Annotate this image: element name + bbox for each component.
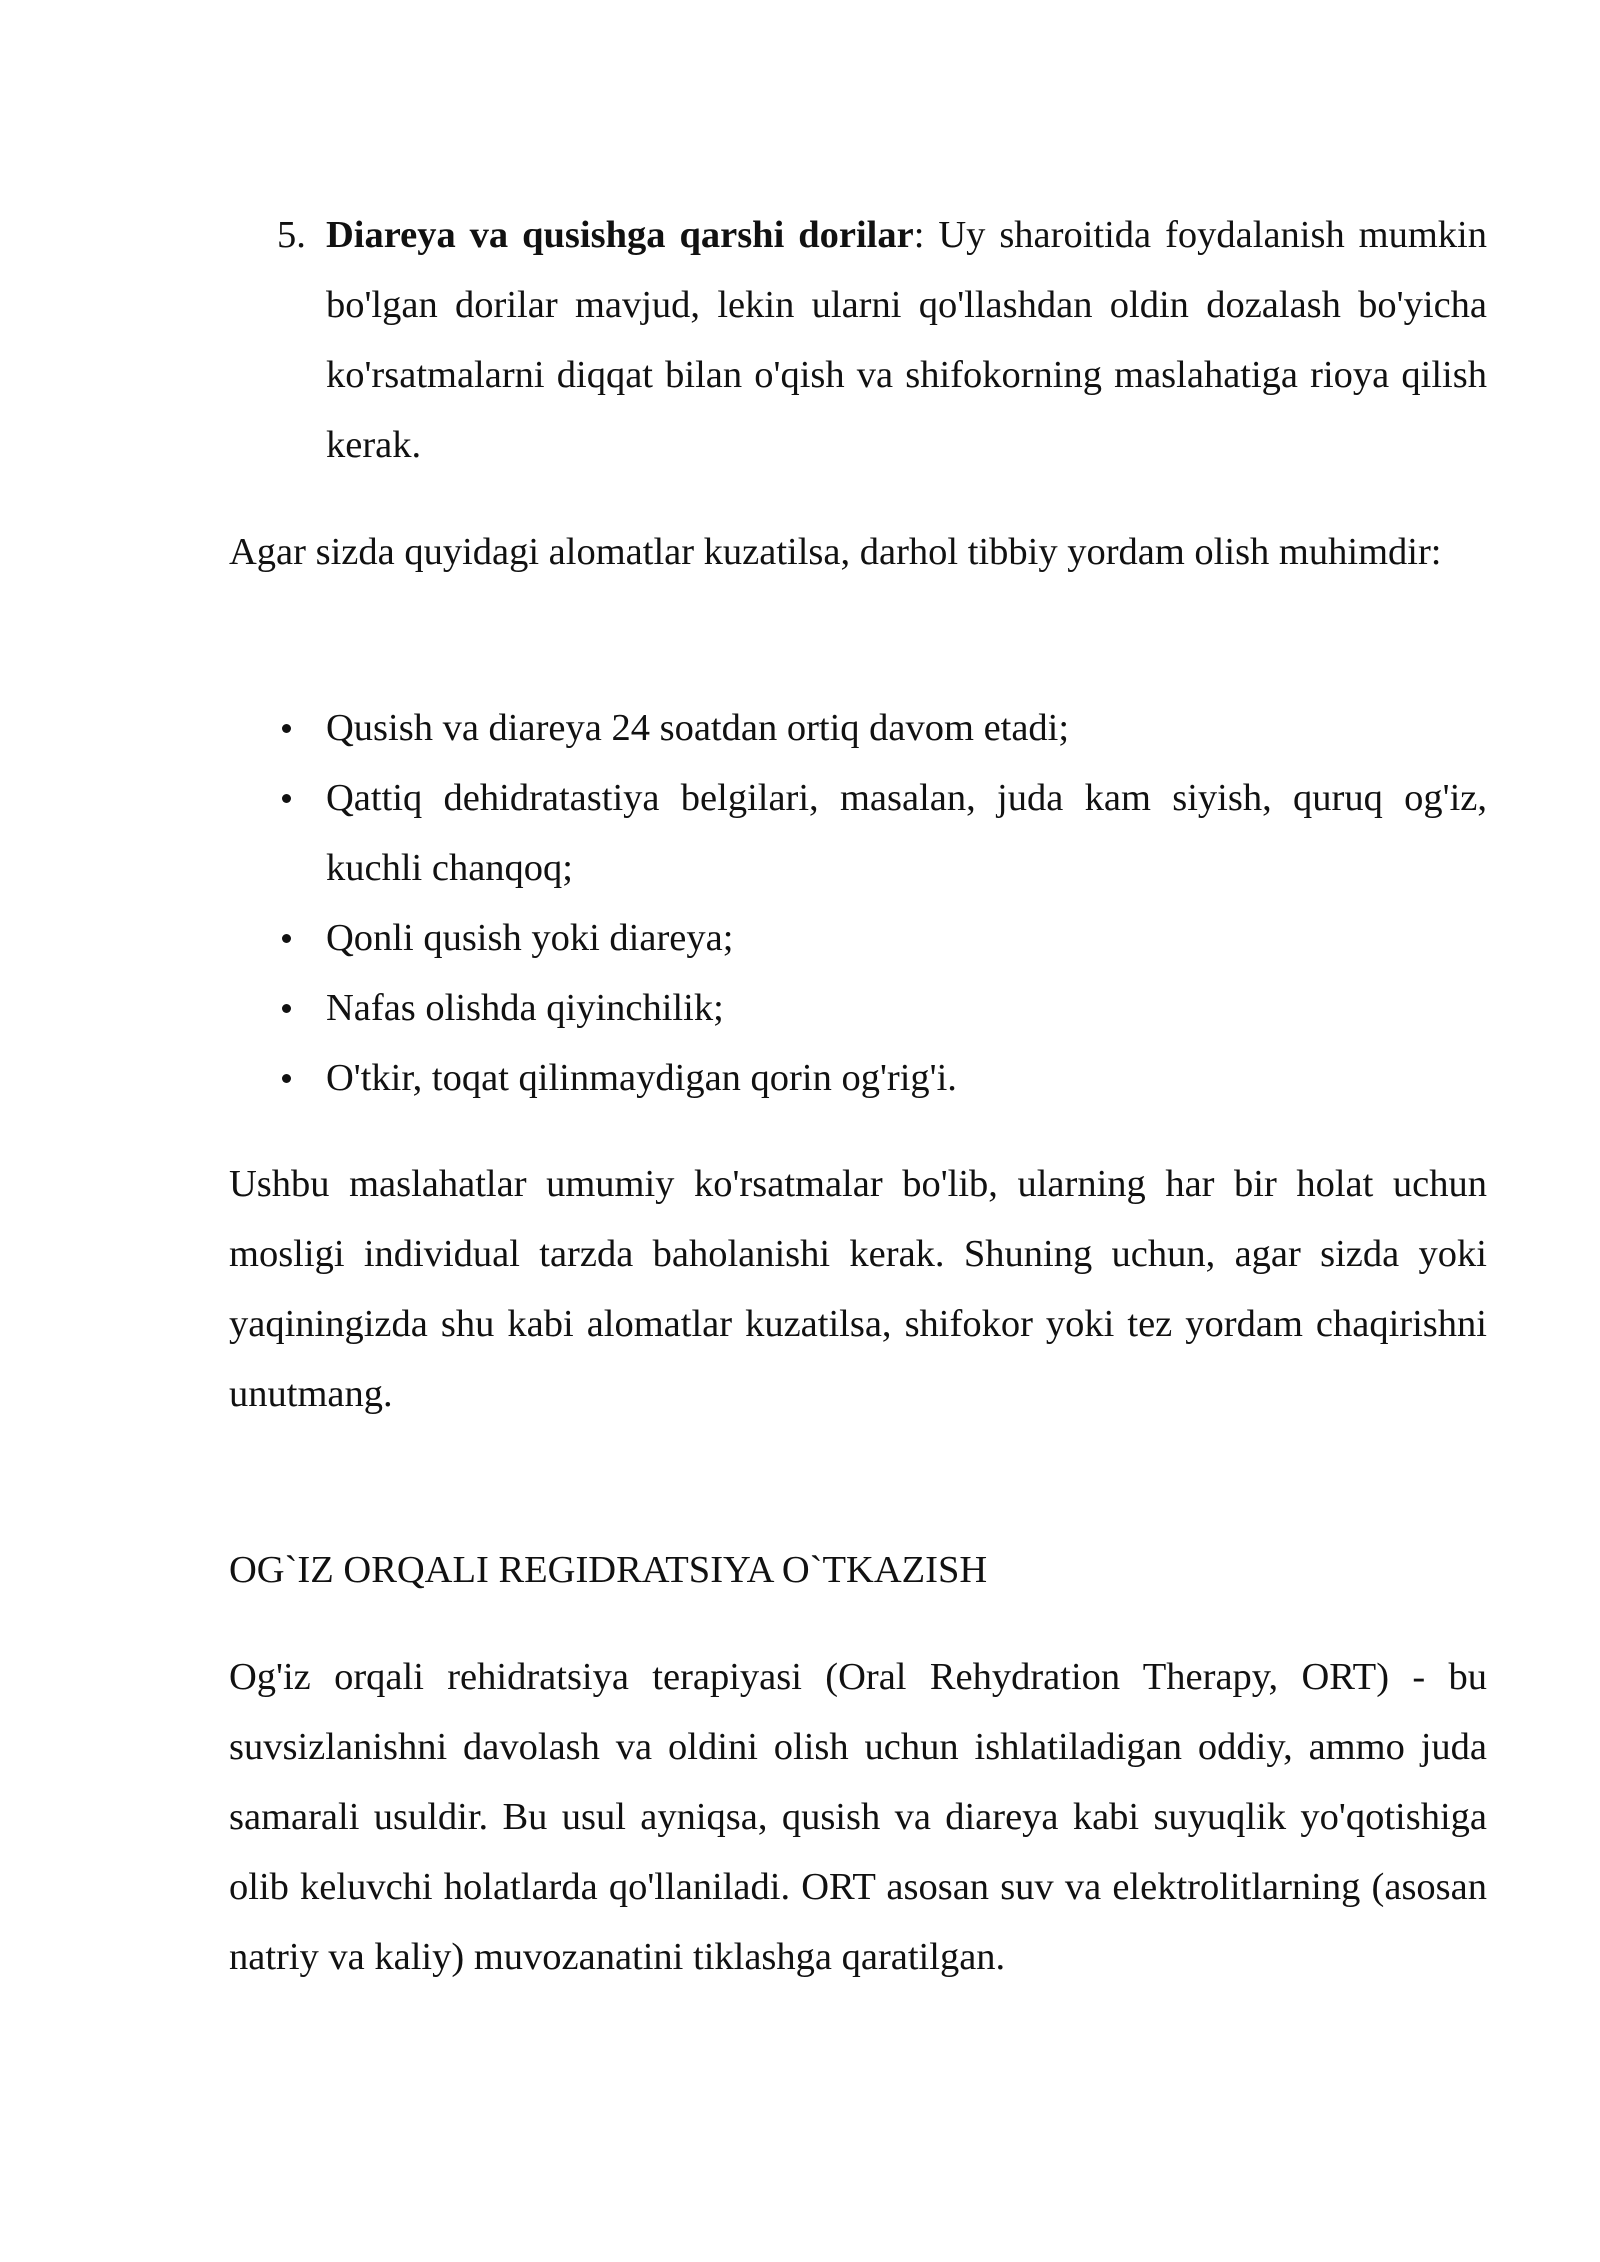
- numbered-item-body: : Uy sharoitida foydalanish mumkin bo'lgan dorilar mavjud, lekin ularni qo'llashdan oldin dozalash bo'yicha ko'rsatmalarni diqqat bilan o'qish va shifokorning maslahatiga rioya qilish kerak.: [326, 214, 1487, 466]
- symptoms-list: [229, 693, 1487, 1113]
- symptom-text: Qattiq dehidratastiya belgilari, masalan, juda kam siyish, quruq og'iz, kuchli chanqoq;: [326, 777, 1487, 889]
- bullet-icon: [282, 1074, 291, 1083]
- symptom-list-item: [229, 973, 1487, 1043]
- bullet-icon: [282, 934, 291, 943]
- bullet-icon: [282, 794, 291, 803]
- list-number: 5.: [277, 214, 306, 256]
- advice-paragraph: Ushbu maslahatlar umumiy ko'rsatmalar bo'lib, ularning har bir holat uchun mosligi individual tarzda baholanishi kerak. Shuning uchun, agar sizda yoki yaqiningizda shu kabi alomatlar kuzatilsa, shifokor yoki tez yordam chaqirishni unutmang.: [229, 1163, 1487, 1415]
- symptom-text: Qonli qusish yoki diareya;: [326, 917, 734, 959]
- numbered-item-text: [326, 200, 1487, 480]
- bullet-icon: [282, 724, 291, 733]
- symptom-list-item: [229, 693, 1487, 763]
- symptom-list-item: [229, 763, 1487, 903]
- symptom-text: Nafas olishda qiyinchilik;: [326, 987, 724, 1029]
- symptom-text: Qusish va diareya 24 soatdan ortiq davom etadi;: [326, 707, 1070, 749]
- symptom-list-item: [229, 1043, 1487, 1113]
- symptom-list-item: [229, 903, 1487, 973]
- intro-paragraph: Agar sizda quyidagi alomatlar kuzatilsa, darhol tibbiy yordam olish muhimdir:: [229, 531, 1442, 573]
- ort-paragraph: Og'iz orqali rehidratsiya terapiyasi (Oral Rehydration Therapy, ORT) - bu suvsizlanishni davolash va oldini olish uchun ishlatiladigan oddiy, ammo juda samarali usuldir. Bu usul ayniqsa, qusish va diareya kabi suyuqlik yo'qotishiga olib keluvchi holatlarda qo'llaniladi. ORT asosan suv va elektrolitlarning (asosan natriy va kaliy) muvozanatini tiklashga qaratilgan.: [229, 1656, 1487, 1978]
- bullet-icon: [282, 1004, 291, 1013]
- section-heading: OG`IZ ORQALI REGIDRATSIYA O`TKAZISH: [229, 1549, 988, 1591]
- numbered-list-item: [229, 200, 1487, 480]
- symptom-text: O'tkir, toqat qilinmaydigan qorin og'rig'i.: [326, 1057, 957, 1099]
- numbered-item-bold-label: Diareya va qusishga qarshi dorilar: [326, 214, 914, 256]
